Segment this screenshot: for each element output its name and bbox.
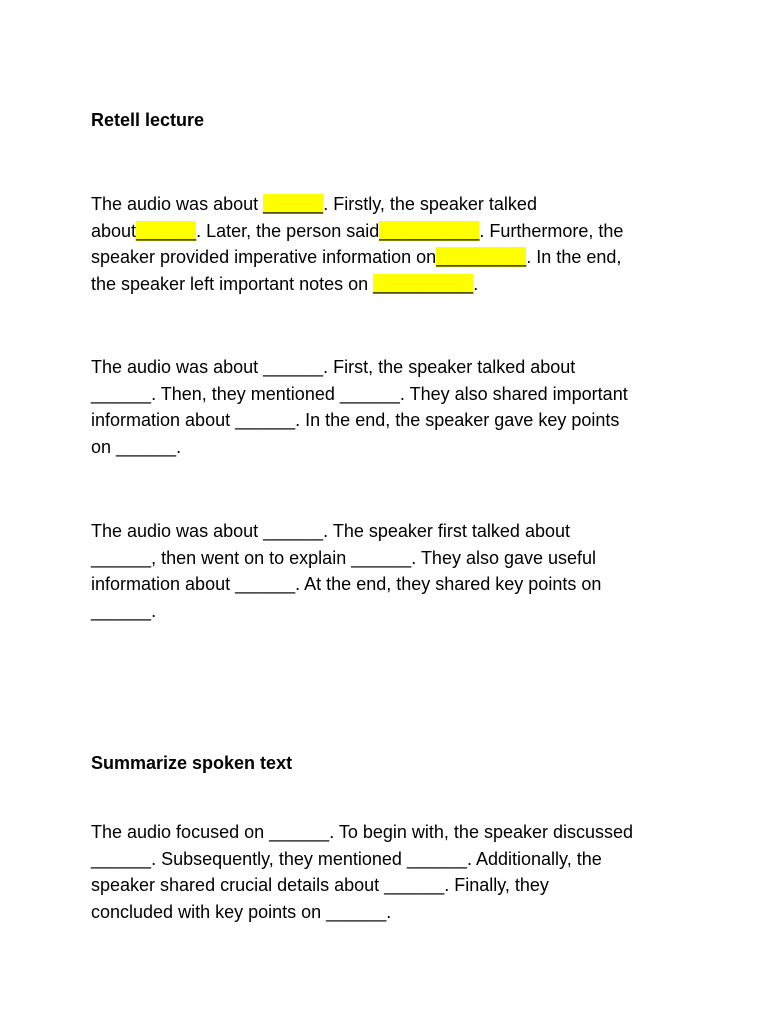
paragraph-line: ______. Then, they mentioned ______. They also shared important [91, 383, 628, 404]
template-paragraph-1 [91, 191, 691, 298]
highlighted-blank: ______ [136, 220, 197, 241]
paragraph-line: ______. Subsequently, they mentioned ______. Additionally, the [91, 848, 602, 869]
section-heading-retell-lecture: Retell lecture [91, 110, 205, 130]
paragraph-line: The audio was about ______. First, the speaker talked about [91, 357, 576, 377]
text-run: . Later, the person said [196, 220, 380, 241]
paragraph-line: ______. [91, 601, 157, 622]
paragraph-line [91, 244, 691, 271]
text-run: speaker provided imperative information on [91, 247, 437, 268]
paragraph-line [91, 191, 691, 218]
paragraph-line: information about ______. At the end, they shared key points on [91, 574, 602, 595]
paragraph-line [91, 271, 691, 298]
text-run: . Firstly, the speaker talked [323, 194, 537, 214]
paragraph-line: The audio focused on ______. To begin with, the speaker discussed [91, 822, 634, 842]
template-paragraph-4 [91, 819, 691, 926]
highlighted-blank: ______ [263, 194, 324, 214]
paragraph-line: ______, then went on to explain ______. They also gave useful [91, 547, 597, 568]
text-run: the speaker left important notes on [91, 274, 374, 295]
paragraph-line: concluded with key points on ______. [91, 902, 392, 923]
text-run: The audio was about [91, 194, 264, 214]
template-paragraph-2 [91, 354, 691, 461]
text-run: . In the end, [526, 247, 622, 268]
text-run: . [473, 274, 479, 295]
highlighted-blank: _________ [436, 247, 527, 268]
paragraph-line: The audio was about ______. The speaker first talked about [91, 521, 570, 541]
text-run: about [91, 220, 137, 241]
section-heading-summarize-spoken-text: Summarize spoken text [91, 753, 293, 773]
paragraph-line: information about ______. In the end, the speaker gave key points [91, 410, 620, 431]
text-run: . Furthermore, the [479, 220, 624, 241]
paragraph-line [91, 218, 691, 245]
paragraph-line: speaker shared crucial details about ______. Finally, they [91, 875, 549, 896]
highlighted-blank: __________ [379, 220, 480, 241]
paragraph-line: on ______. [91, 437, 182, 458]
highlighted-blank: __________ [373, 274, 474, 295]
template-paragraph-3 [91, 518, 691, 625]
